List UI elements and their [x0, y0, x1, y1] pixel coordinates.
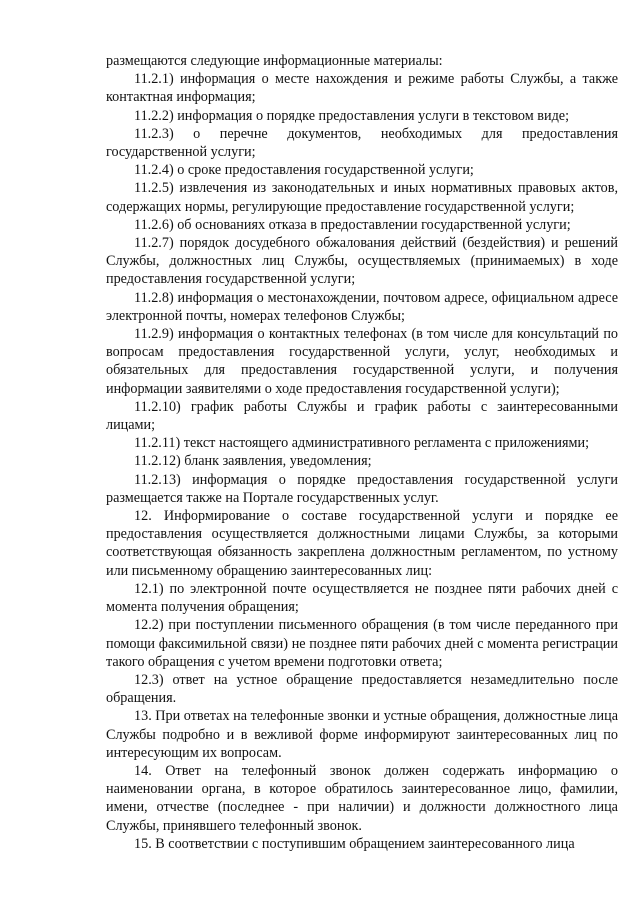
paragraph-11-2-12: 11.2.12) бланк заявления, уведомления; [134, 453, 372, 470]
paragraph-11-2-1: 11.2.1) информация о месте нахождения и режиме работы Службы, а также контактная информация; [106, 71, 618, 106]
paragraph-12-2: 12.2) при поступлении письменного обращения (в том числе переданного при помощи факсимильной связи) не позднее пяти рабочих дней с момента регистрации такого обращения с учетом времени подготовки ответа; [106, 617, 618, 670]
document-page [106, 52, 618, 853]
paragraph-11-2-10: 11.2.10) график работы Службы и график работы с заинтересованными лицами; [106, 398, 618, 434]
paragraph-12-3: 12.3) ответ на устное обращение предоставляется незамедлительно после обращения. [106, 671, 618, 707]
paragraph-11-2-7: 11.2.7) порядок досудебного обжалования действий (бездействия) и решений Службы, должностных лиц Службы, осуществляемых (принимаемых) в ходе предоставления государственной услуги; [106, 235, 618, 288]
paragraph-14: 14. Ответ на телефонный звонок должен содержать информацию о наименовании органа, в которое обратилось заинтересованное лицо, фамилии, имени, отчестве (последнее - при наличии) и должности должностного лица Службы, принявшего телефонный звонок. [106, 762, 618, 834]
paragraph-11-2-2: 11.2.2) информация о порядке предоставления услуги в текстовом виде; [134, 107, 570, 124]
paragraph-11-2-3: 11.2.3) о перечне документов, необходимых для предоставления государственной услуги; [106, 125, 618, 161]
paragraph-intro: размещаются следующие информационные материалы: [106, 53, 443, 69]
paragraph-11-2-13: 11.2.13) информация о порядке предоставления государственной услуги размещается также на Портале государственных услуг. [106, 471, 618, 506]
paragraph-11-2-8: 11.2.8) информация о местонахождении, почтовом адресе, официальном адресе электронной почты, номерах телефонов Службы; [106, 289, 618, 324]
paragraph-13: 13. При ответах на телефонные звонки и устные обращения, должностные лица Службы подробно и в вежливой форме информируют заинтересованных лиц по интересующим их вопросам. [106, 708, 618, 761]
paragraph-11-2-9: 11.2.9) информация о контактных телефонах (в том числе для консультаций по вопросам предоставления государственной услуги, услуг, необходимых и обязательных для предоставления государственной услуги, и получения информации заявителями о ходе предоставления государственной услуги); [106, 326, 618, 397]
paragraph-11-2-6: 11.2.6) об основаниях отказа в предоставлении государственной услуги; [134, 216, 571, 233]
paragraph-11-2-5: 11.2.5) извлечения из законодательных и иных нормативных правовых актов, содержащих нормы, регулирующие предоставление государственной услуги; [106, 180, 618, 215]
paragraph-15: 15. В соответствии с поступившим обращением заинтересованного лица [134, 835, 575, 852]
paragraph-11-2-11: 11.2.11) текст настоящего административного регламента с приложениями; [134, 435, 590, 452]
paragraph-11-2-4: 11.2.4) о сроке предоставления государственной услуги; [134, 162, 474, 179]
paragraph-12-1: 12.1) по электронной почте осуществляется не позднее пяти рабочих дней с момента получения обращения; [106, 580, 618, 616]
paragraph-12: 12. Информирование о составе государственной услуги и порядке ее предоставления осуществляется должностными лицами Службы, за которыми соответствующая обязанность закреплена должностным регламентом, по устному или письменному обращению заинтересованных лиц: [106, 508, 618, 579]
